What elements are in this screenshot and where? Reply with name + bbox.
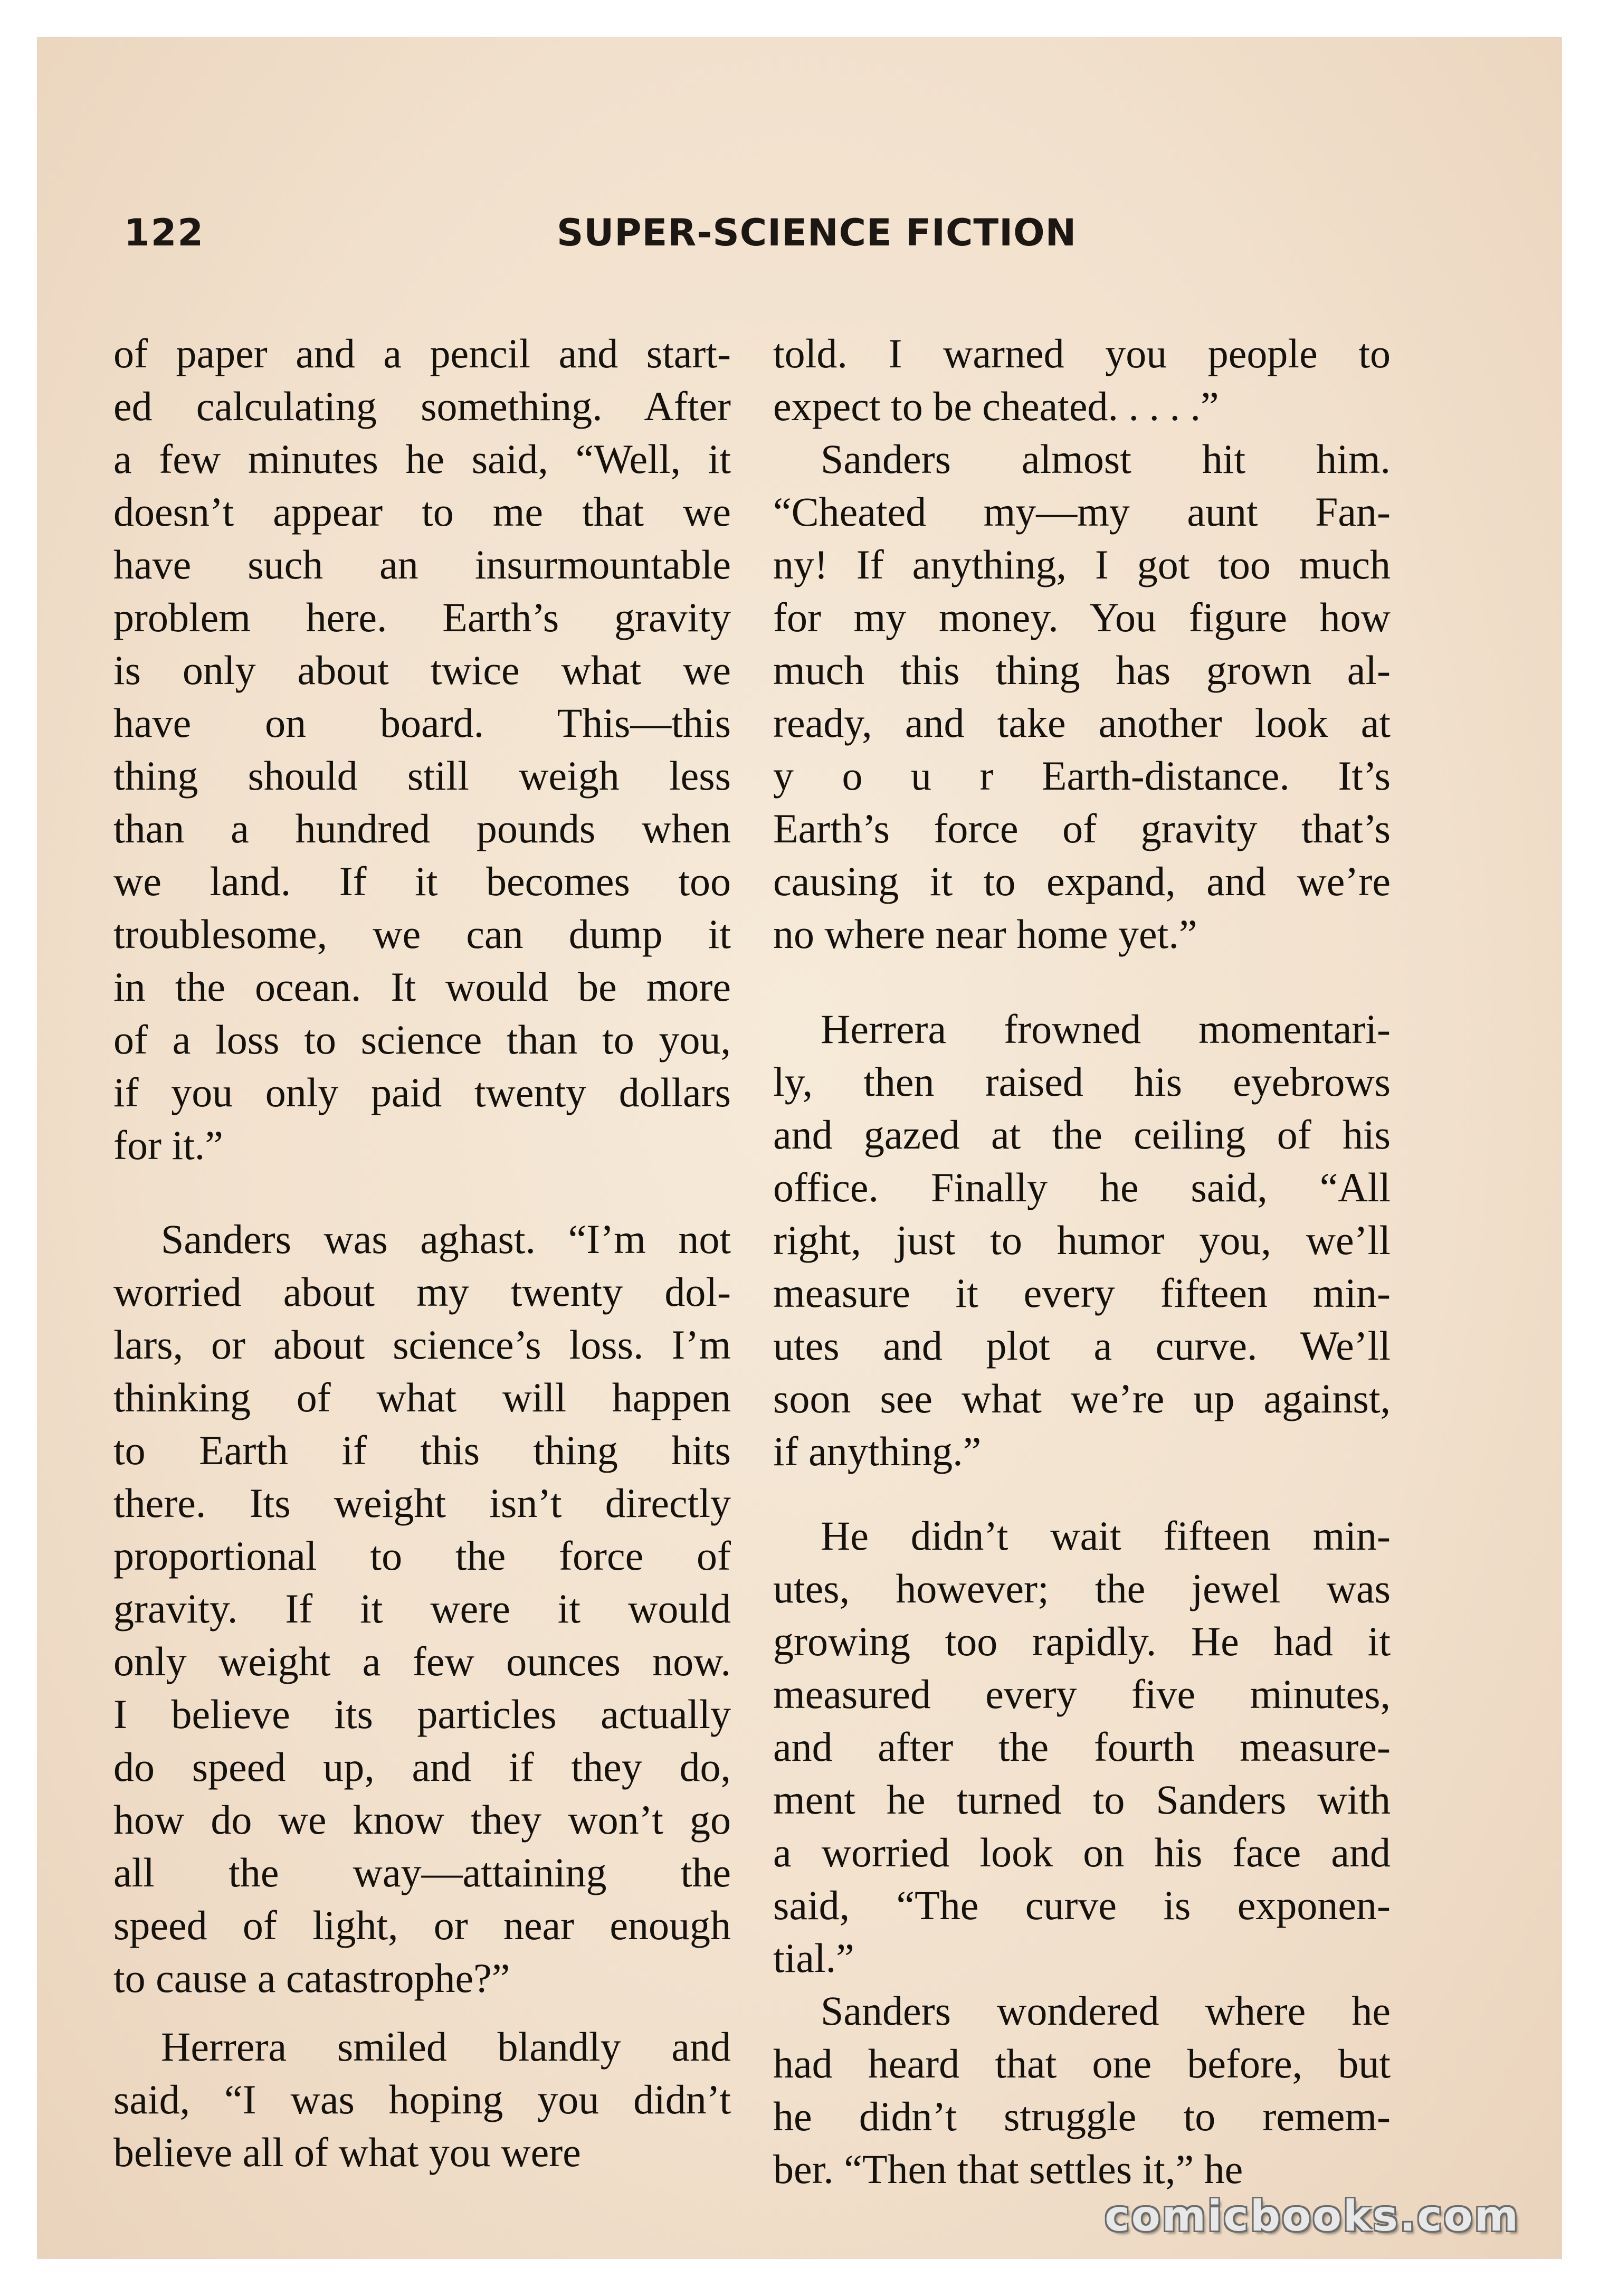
page-number: 122: [124, 211, 205, 254]
text-line: proportional to the force of: [113, 1533, 731, 1579]
book-page: [37, 37, 1562, 2259]
text-line: thinking of what will happen: [113, 1374, 731, 1420]
text-line: causing it to expand, and we’re: [773, 858, 1391, 904]
text-line: growing too rapidly. He had it: [773, 1618, 1391, 1664]
text-line: office. Finally he said, “All: [773, 1164, 1391, 1210]
text-line: Sanders was aghast. “I’m not: [161, 1216, 731, 1262]
site-watermark: comicbooks.com: [1105, 2191, 1520, 2241]
text-line: Herrera frowned momentari-: [821, 1006, 1391, 1052]
text-line: ny! If anything, I got too much: [773, 542, 1391, 587]
text-line: tial.”: [773, 1935, 854, 1981]
text-line: have such an insurmountable: [113, 542, 731, 587]
text-line: troublesome, we can dump it: [113, 911, 731, 957]
text-line: and gazed at the ceiling of his: [773, 1112, 1391, 1158]
text-line: for my money. You figure how: [773, 594, 1391, 640]
paragraph: [113, 1213, 731, 2005]
text-line: speed of light, or near enough: [113, 1902, 731, 1948]
text-line: gravity. If it were it would: [113, 1586, 731, 1631]
text-line: if anything.”: [773, 1428, 982, 1474]
text-line: than a hundred pounds when: [113, 805, 731, 851]
paragraph: [113, 2020, 731, 2179]
text-line: we land. If it becomes too: [113, 858, 731, 904]
text-line: he didn’t struggle to remem-: [773, 2093, 1391, 2139]
text-line: a worried look on his face and: [773, 1829, 1391, 1875]
text-line: worried about my twenty dol-: [113, 1269, 731, 1315]
text-line: is only about twice what we: [113, 647, 731, 693]
text-line: soon see what we’re up against,: [773, 1375, 1391, 1421]
text-line: for it.”: [113, 1122, 223, 1168]
text-line: thing should still weigh less: [113, 753, 731, 799]
paragraph: [773, 327, 1391, 433]
running-title: SUPER-SCIENCE FICTION: [557, 211, 1077, 254]
text-line: in the ocean. It would be more: [113, 964, 731, 1010]
text-line: ed calculating something. After: [113, 383, 731, 429]
text-line: have on board. This—this: [113, 700, 731, 746]
text-line: Herrera smiled blandly and: [161, 2024, 731, 2070]
text-line: of a loss to science than to you,: [113, 1017, 731, 1062]
text-line: how do we know they won’t go: [113, 1797, 731, 1843]
page-header: [124, 211, 1077, 274]
text-line: measured every five minutes,: [773, 1671, 1391, 1717]
text-line: “Cheated my—my aunt Fan-: [773, 489, 1391, 535]
text-line: to cause a catastrophe?”: [113, 1955, 510, 2001]
text-line: believe all of what you were: [113, 2129, 581, 2175]
paragraph: [113, 327, 731, 1172]
text-line: I believe its particles actually: [113, 1691, 731, 1737]
text-line: ready, and take another look at: [773, 700, 1391, 746]
text-line: told. I warned you people to: [773, 330, 1391, 376]
text-line: and after the fourth measure-: [773, 1724, 1391, 1770]
paragraph: [773, 433, 1391, 961]
text-line: do speed up, and if they do,: [113, 1744, 731, 1790]
text-line: had heard that one before, but: [773, 2041, 1391, 2086]
text-line: all the way—attaining the: [113, 1849, 731, 1895]
text-line: no where near home yet.”: [773, 911, 1197, 957]
text-line: doesn’t appear to me that we: [113, 489, 731, 535]
text-line: He didn’t wait fifteen min-: [821, 1513, 1391, 1559]
text-line: much this thing has grown al-: [773, 647, 1391, 693]
text-line: a few minutes he said, “Well, it: [113, 436, 731, 482]
text-line: measure it every fifteen min-: [773, 1270, 1391, 1316]
text-line: Sanders wondered where he: [821, 1988, 1391, 2034]
text-line: of paper and a pencil and start-: [113, 330, 731, 376]
paragraph: [773, 1985, 1391, 2196]
right-column: [773, 327, 1391, 2196]
text-line: problem here. Earth’s gravity: [113, 594, 731, 640]
paragraph: [773, 1003, 1391, 1478]
text-line: said, “I was hoping you didn’t: [113, 2076, 731, 2122]
text-line: ber. “Then that settles it,” he: [773, 2146, 1243, 2192]
text-line: there. Its weight isn’t directly: [113, 1480, 731, 1526]
text-line: expect to be cheated. . . . .”: [773, 383, 1219, 429]
text-line: Earth’s force of gravity that’s: [773, 805, 1391, 851]
text-line: y o u r Earth-distance. It’s: [773, 753, 1391, 799]
text-line: said, “The curve is exponen-: [773, 1882, 1391, 1928]
paragraph: [773, 1510, 1391, 1985]
text-line: to Earth if this thing hits: [113, 1427, 731, 1473]
text-line: Sanders almost hit him.: [821, 436, 1391, 482]
text-line: ly, then raised his eyebrows: [773, 1059, 1391, 1105]
text-line: utes, however; the jewel was: [773, 1566, 1391, 1611]
text-line: utes and plot a curve. We’ll: [773, 1323, 1391, 1369]
left-column: [113, 327, 731, 2179]
text-line: lars, or about science’s loss. I’m: [113, 1322, 731, 1368]
text-line: if you only paid twenty dollars: [113, 1069, 731, 1115]
text-line: right, just to humor you, we’ll: [773, 1217, 1391, 1263]
text-line: only weight a few ounces now.: [113, 1638, 731, 1684]
text-line: ment he turned to Sanders with: [773, 1777, 1391, 1823]
